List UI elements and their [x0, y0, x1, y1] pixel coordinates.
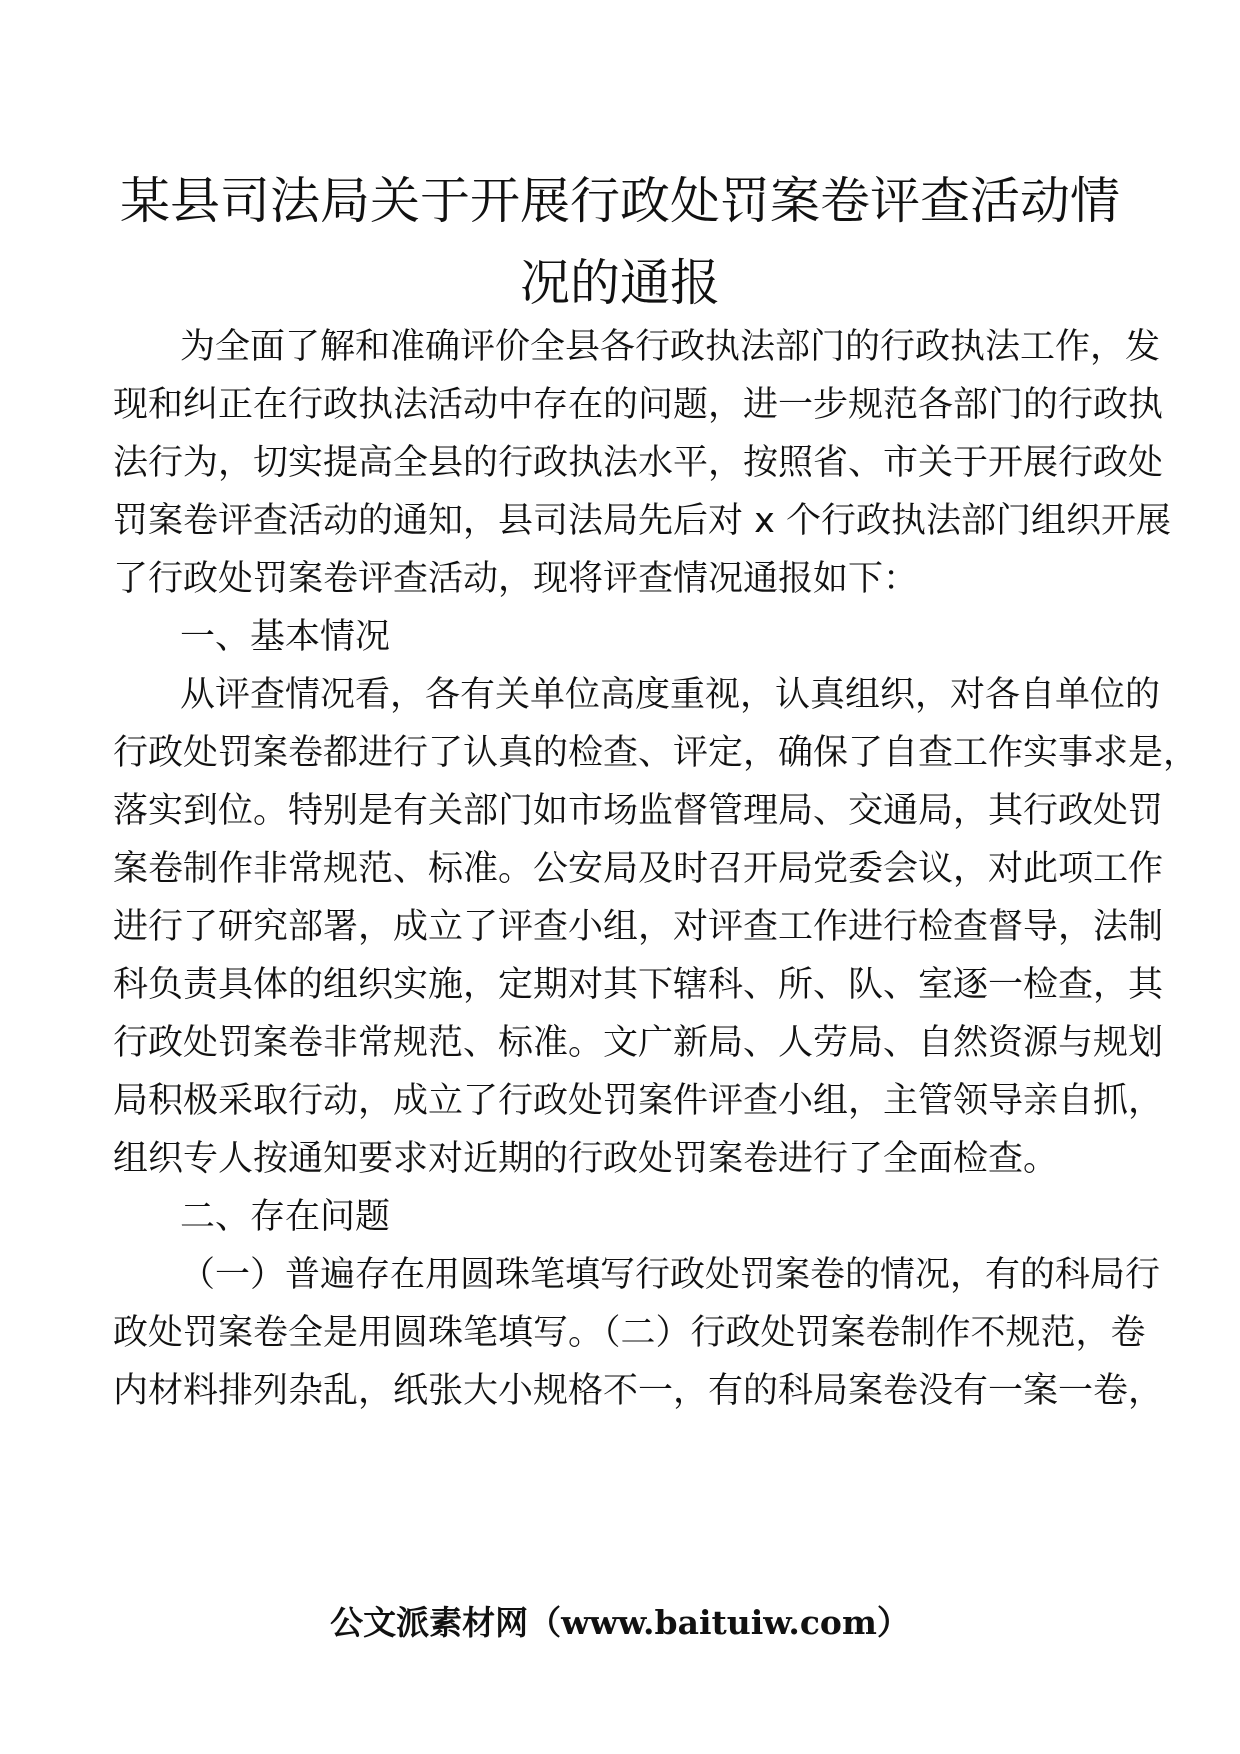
- paragraph-line: 政处罚案卷全是用圆珠笔填写。（二）行政处罚案卷制作不规范，卷: [113, 1313, 1146, 1353]
- paragraph-line: 现和纠正在行政执法活动中存在的问题，进一步规范各部门的行政执: [113, 385, 1164, 425]
- paragraph-line: 落实到位。特别是有关部门如市场监督管理局、交通局，其行政处罚: [113, 791, 1164, 831]
- paragraph-line: 进行了研究部署，成立了评查小组，对评查工作进行检查督导，法制: [113, 907, 1164, 947]
- paragraph-line: 行政处罚案卷非常规范、标准。文广新局、人劳局、自然资源与规划: [113, 1023, 1164, 1063]
- section-heading: 二、存在问题: [180, 1197, 391, 1237]
- document-title: 某县司法局关于开展行政处罚案卷评查活动情况的通报: [120, 172, 1120, 312]
- section-heading: 一、基本情况: [180, 617, 391, 657]
- paragraph-line: 案卷制作非常规范、标准。公安局及时召开局党委会议，对此项工作: [113, 849, 1164, 889]
- paragraph-line: 行政处罚案卷都进行了认真的检查、评定，确保了自查工作实事求是，: [113, 733, 1199, 773]
- paragraph-line: 为全面了解和准确评价全县各行政执法部门的行政执法工作，发: [180, 327, 1161, 367]
- paragraph-line: 组织专人按通知要求对近期的行政处罚案卷进行了全面检查。: [113, 1139, 1059, 1179]
- paragraph-line: 罚案卷评查活动的通知，县司法局先后对 x 个行政执法部门组织开展: [113, 501, 1171, 541]
- paragraph-line: 从评查情况看，各有关单位高度重视，认真组织，对各自单位的: [180, 675, 1161, 715]
- paragraph-line: 法行为，切实提高全县的行政执法水平，按照省、市关于开展行政处: [113, 443, 1164, 483]
- paragraph-line: 科负责具体的组织实施，定期对其下辖科、所、队、室逐一检查，其: [113, 965, 1164, 1005]
- paragraph-line: 局积极采取行动，成立了行政处罚案件评查小组，主管领导亲自抓，: [113, 1081, 1164, 1121]
- paragraph-line: 内材料排列杂乱，纸张大小规格不一，有的科局案卷没有一案一卷，: [113, 1371, 1164, 1411]
- paragraph-line: （一）普遍存在用圆珠笔填写行政处罚案卷的情况，有的科局行: [180, 1255, 1161, 1295]
- footer-watermark: 公文派素材网（www.baituiw.com）: [330, 1603, 910, 1642]
- paragraph-line: 了行政处罚案卷评查活动，现将评查情况通报如下：: [113, 559, 919, 599]
